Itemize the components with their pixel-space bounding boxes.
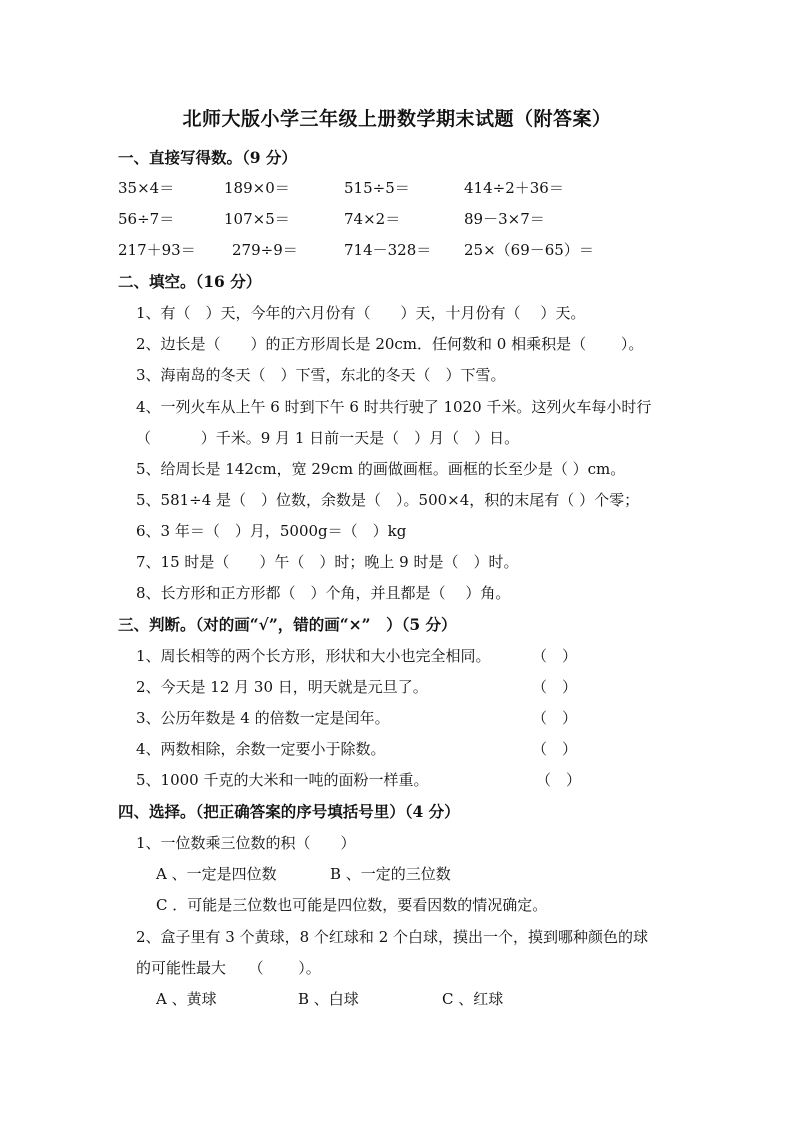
choice-q2-option-a: A 、黄球 bbox=[156, 990, 217, 1008]
calc-item: 35×4＝ bbox=[118, 179, 175, 197]
fill-item-8: 8、长方形和正方形都（ ）个角，并且都是（ ）角。 bbox=[136, 584, 511, 602]
fill-item-7: 7、15 时是（ ）午（ ）时；晚上 9 时是（ ）时。 bbox=[136, 553, 519, 571]
judge-item-1: 1、周长相等的两个长方形，形状和大小也完全相同。 bbox=[136, 647, 491, 665]
calc-item: 515÷5＝ bbox=[344, 179, 410, 197]
judge-answer-paren: （ ） bbox=[532, 678, 578, 696]
section1-heading: 一、直接写得数。（9 分） bbox=[118, 148, 297, 167]
section4-heading: 四、选择。（把正确答案的序号填括号里）（4 分） bbox=[118, 802, 460, 821]
calc-item: 25×（69－65）＝ bbox=[464, 241, 594, 259]
judge-answer-paren: （ ） bbox=[532, 709, 578, 727]
fill-item-3: 3、海南岛的冬天（ ）下雪，东北的冬天（ ）下雪。 bbox=[136, 366, 506, 384]
section3-heading: 三、判断。（对的画“√”，错的画“×” ）（5 分） bbox=[118, 615, 457, 634]
calc-item: 414÷2＋36＝ bbox=[464, 179, 564, 197]
calc-item: 56÷7＝ bbox=[118, 210, 175, 228]
calc-item: 217＋93＝ bbox=[118, 241, 196, 259]
choice-q2-cont: 的可能性最大 （ ）。 bbox=[136, 959, 321, 977]
judge-item-5: 5、1000 千克的大米和一吨的面粉一样重。 bbox=[136, 771, 429, 789]
choice-q1-option-b: B 、一定的三位数 bbox=[330, 865, 451, 883]
fill-item-1: 1、有（ ）天，今年的六月份有（ ）天，十月份有（ ）天。 bbox=[136, 304, 586, 322]
fill-item-4: 4、一列火车从上午 6 时到下午 6 时共行驶了 1020 千米。这列火车每小时行 bbox=[136, 398, 652, 416]
judge-item-3: 3、公历年数是 4 的倍数一定是闰年。 bbox=[136, 709, 390, 727]
choice-q1: 1、一位数乘三位数的积（ ） bbox=[136, 834, 356, 852]
fill-item-4-cont: （ ）千米。9 月 1 日前一天是（ ）月（ ）日。 bbox=[136, 429, 520, 447]
choice-q1-option-c: C ．可能是三位数也可能是四位数，要看因数的情况确定。 bbox=[156, 896, 548, 914]
calc-item: 89－3×7＝ bbox=[464, 210, 545, 228]
section2-heading: 二、填空。（16 分） bbox=[118, 272, 262, 291]
calc-item: 107×5＝ bbox=[224, 210, 290, 228]
fill-item-5: 5、给周长是 142cm，宽 29cm 的画做画框。画框的长至少是（ ）cm。 bbox=[136, 460, 626, 478]
choice-q2-option-c: C 、红球 bbox=[442, 990, 504, 1008]
choice-q1-option-a: A 、一定是四位数 bbox=[156, 865, 277, 883]
calc-item: 714－328＝ bbox=[344, 241, 432, 259]
choice-q2: 2、盒子里有 3 个黄球，8 个红球和 2 个白球，摸出一个，摸到哪种颜色的球 bbox=[136, 928, 649, 946]
choice-q2-option-b: B 、白球 bbox=[298, 990, 359, 1008]
page-title: 北师大版小学三年级上册数学期末试题（附答案） bbox=[182, 108, 612, 130]
judge-answer-paren: （ ） bbox=[532, 647, 578, 665]
judge-item-2: 2、今天是 12 月 30 日，明天就是元旦了。 bbox=[136, 678, 428, 696]
calc-item: 74×2＝ bbox=[344, 210, 401, 228]
judge-item-4: 4、两数相除，余数一定要小于除数。 bbox=[136, 740, 386, 758]
calc-item: 189×0＝ bbox=[224, 179, 290, 197]
judge-answer-paren: （ ） bbox=[532, 740, 578, 758]
calc-item: 279÷9＝ bbox=[232, 241, 298, 259]
fill-item-5b: 5、581÷4 是（ ）位数，余数是（ ）。500×4，积的末尾有（ ）个零； bbox=[136, 491, 640, 509]
judge-answer-paren: （ ） bbox=[536, 771, 582, 789]
fill-item-2: 2、边长是（ ）的正方形周长是 20cm．任何数和 0 相乘积是（ ）。 bbox=[136, 335, 644, 353]
fill-item-6: 6、3 年＝（ ）月，5000g＝（ ）kg bbox=[136, 522, 407, 540]
